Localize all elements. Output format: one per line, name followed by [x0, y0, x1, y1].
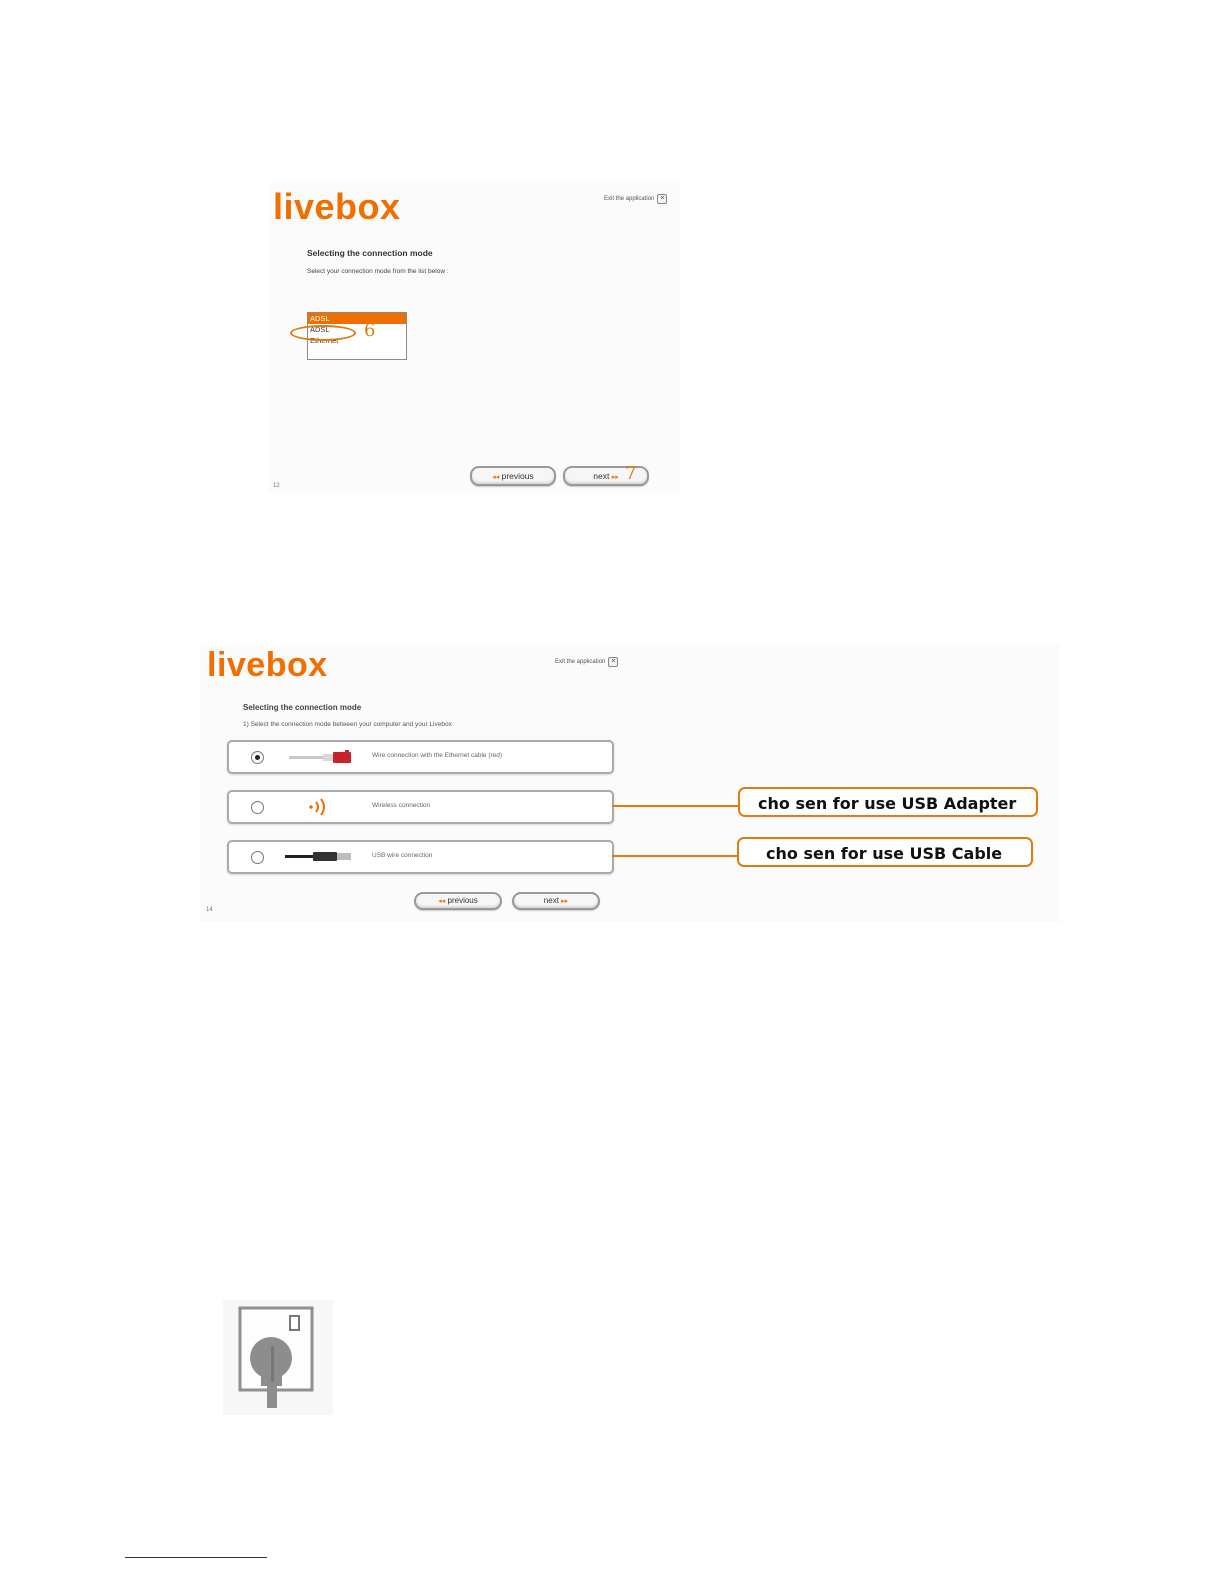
connection-mode-screen-options [200, 645, 1060, 922]
next-button-label: next [593, 471, 610, 481]
previous-button-label: previous [447, 896, 478, 905]
rewind-arrow-icon: ◂◂ [492, 474, 500, 481]
page-title: Selecting the connection mode [243, 703, 362, 712]
annotation-connector-2 [612, 855, 739, 857]
option-ethernet-connection[interactable] [227, 740, 614, 774]
livebox-logo: livebox [207, 646, 328, 684]
exit-application-button[interactable] [555, 657, 618, 667]
listbox-option-adsl-selected[interactable]: ADSL [308, 313, 406, 324]
annotation-usb-adapter: cho sen for use USB Adapter [738, 787, 1038, 817]
footnote-separator [125, 1557, 267, 1558]
previous-button[interactable] [470, 466, 556, 486]
ethernet-cable-icon [289, 749, 359, 765]
page-instructions: Select your connection mode from the list below : [307, 268, 449, 275]
option-usb-connection[interactable] [227, 840, 614, 874]
listbox-option-adsl[interactable]: ADSL [310, 325, 330, 334]
listbox-option-ethernet[interactable]: Ethernet [310, 336, 339, 345]
rewind-arrow-icon: ◂◂ [438, 898, 446, 905]
annotation-usb-cable: cho sen for use USB Cable [737, 837, 1033, 867]
close-icon[interactable]: × [608, 657, 618, 667]
option-usb-label: USB wire connection [372, 852, 433, 859]
connection-mode-screen-list [268, 183, 680, 493]
option-wireless-connection[interactable] [227, 790, 614, 824]
option-ethernet-label: Wire connection with the Ethernet cable (red) [372, 752, 503, 759]
forward-arrow-icon: ▸▸ [611, 474, 619, 481]
forward-arrow-icon: ▸▸ [561, 898, 569, 905]
page-number: 12 [273, 483, 280, 489]
close-icon[interactable]: × [657, 194, 667, 204]
previous-button-label: previous [501, 471, 534, 481]
highlight-ellipse [290, 325, 356, 341]
option-wireless-label: Wireless connection [372, 802, 431, 809]
radio-ethernet-checked[interactable] [251, 751, 264, 764]
livebox-logo: livebox [273, 186, 401, 227]
radio-wireless[interactable] [251, 801, 264, 814]
page-instructions: 1) Select the connection mode between your computer and your Livebox [243, 721, 452, 728]
next-button[interactable] [512, 892, 600, 910]
wireless-icon [307, 797, 331, 817]
callout-number-7: 7 [625, 463, 637, 484]
usb-cable-icon [285, 850, 355, 864]
callout-number-6: 6 [364, 320, 376, 341]
page-number: 14 [206, 907, 213, 913]
page-title: Selecting the connection mode [307, 248, 433, 258]
previous-button[interactable] [414, 892, 502, 910]
power-plug-socket-icon [223, 1300, 333, 1415]
exit-application-button[interactable] [604, 194, 667, 204]
annotation-connector-1 [612, 805, 740, 807]
exit-application-label: Exit the application [555, 659, 606, 665]
exit-application-label: Exit the application [604, 196, 655, 202]
next-button-label: next [543, 896, 559, 905]
radio-usb[interactable] [251, 851, 264, 864]
